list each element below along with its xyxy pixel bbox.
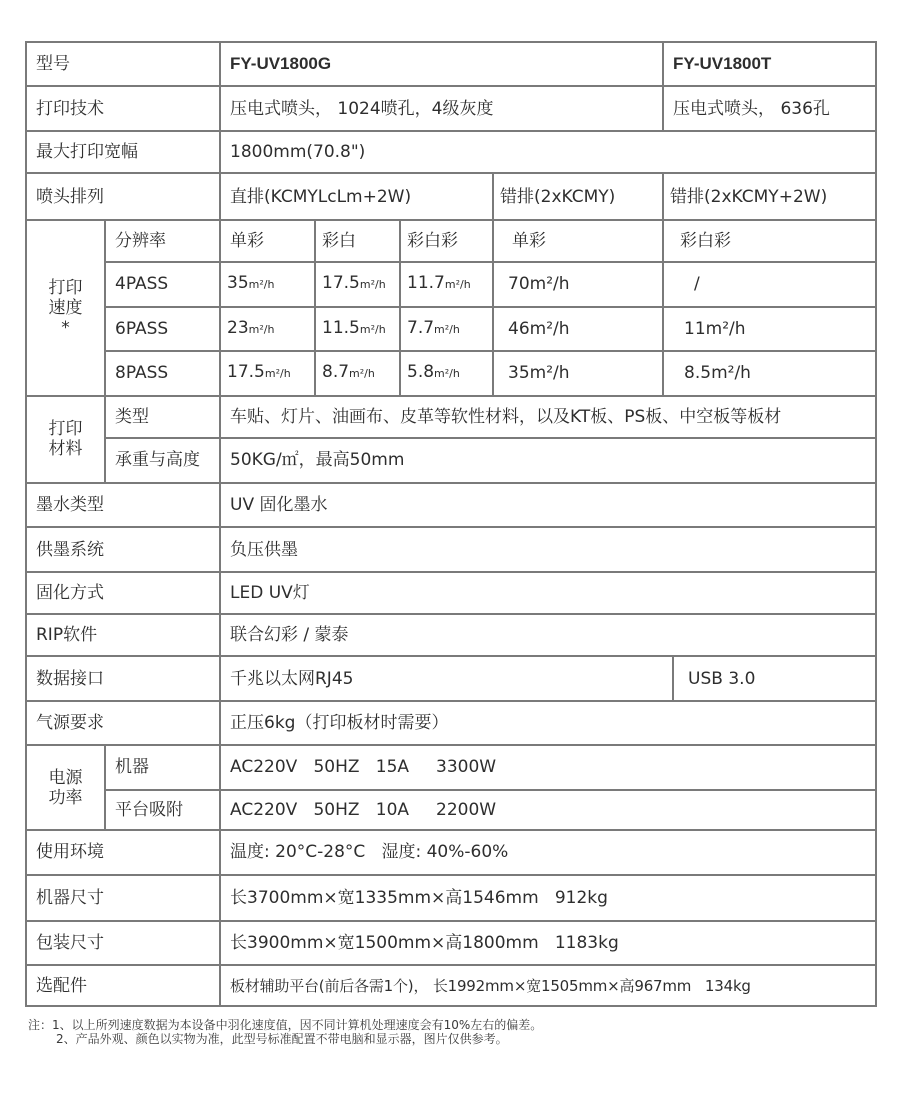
label-power (26, 745, 105, 830)
footnote-line-2: 2、产品外观、颜色以实物为准，此型号标准配置不带电脑和显示器，图片仅供参考。 (56, 1032, 508, 1046)
speed-row (26, 262, 876, 306)
value-material-load: 50KG/㎡，最高50mm (220, 438, 876, 482)
row-size (26, 875, 876, 921)
row-material-type (26, 396, 876, 438)
row-nozzle (26, 173, 876, 219)
label-ink: 墨水类型 (26, 483, 220, 527)
footnote-line-1: 注：1、以上所列速度数据为本设备中羽化速度值，因不同计算机处理速度会有10%左右的偏差。 (28, 1018, 543, 1032)
label-speed-text: 打印速度 * (48, 277, 83, 338)
speed-header-2: 彩白 (315, 220, 400, 262)
row-model (26, 42, 876, 86)
speed-header-3: 彩白彩 (400, 220, 493, 262)
speed-value-3: 5.8m²/h (400, 351, 493, 395)
label-material-text: 打印材料 (48, 419, 83, 460)
speed-row (26, 307, 876, 351)
row-print-tech (26, 86, 876, 130)
label-cure: 固化方式 (26, 572, 220, 613)
value-material-type: 车贴、灯片、油画布、皮革等软性材料，以及KT板、PS板、中空板等板材 (220, 396, 876, 438)
speed-value-3: 11.7m²/h (400, 262, 493, 306)
speed-value-5: 11m²/h (663, 307, 876, 351)
value-print-tech-g: 压电式喷头， 1024喷孔，4级灰度 (220, 86, 663, 130)
label-supply: 供墨系统 (26, 527, 220, 572)
label-material-type: 类型 (105, 396, 220, 438)
label-iface: 数据接口 (26, 656, 220, 700)
row-iface (26, 656, 876, 700)
value-option: 板材辅助平台(前后各需1个)， 长1992mm×宽1505mm×高967mm 134kg (220, 965, 876, 1006)
label-power-platform: 平台吸附 (105, 790, 220, 830)
label-print-tech: 打印技术 (26, 86, 220, 130)
value-supply: 负压供墨 (220, 527, 876, 572)
value-size: 长3700mm×宽1335mm×高1546mm 912kg (220, 875, 876, 921)
value-air: 正压6kg（打印板材时需要） (220, 701, 876, 745)
label-max-width: 最大打印宽幅 (26, 131, 220, 173)
speed-pass: 4PASS (105, 262, 220, 306)
speed-value-2: 17.5m²/h (315, 262, 400, 306)
speed-header-4: 单彩 (493, 220, 663, 262)
value-cure: LED UV灯 (220, 572, 876, 613)
row-env (26, 830, 876, 874)
value-iface-1: 千兆以太网RJ45 (220, 656, 673, 700)
value-ink: UV 固化墨水 (220, 483, 876, 527)
speed-row (26, 351, 876, 395)
value-nozzle-1: 直排(KCMYLcLm+2W) (220, 173, 493, 219)
label-material-load: 承重与高度 (105, 438, 220, 482)
footnote (28, 1018, 542, 1046)
label-air: 气源要求 (26, 701, 220, 745)
speed-value-1: 17.5m²/h (220, 351, 315, 395)
speed-value-1: 35m²/h (220, 262, 315, 306)
value-print-tech-t: 压电式喷头， 636孔 (663, 86, 876, 130)
speed-value-4: 35m²/h (493, 351, 663, 395)
value-model-g: FY-UV1800G (220, 42, 663, 86)
value-env: 温度: 20°C-28°C 湿度: 40%-60% (220, 830, 876, 874)
row-pack (26, 921, 876, 965)
label-model: 型号 (26, 42, 220, 86)
row-supply (26, 527, 876, 572)
speed-pass: 8PASS (105, 351, 220, 395)
value-power-platform: AC220V 50HZ 10A 2200W (220, 790, 876, 830)
speed-header-5: 彩白彩 (663, 220, 876, 262)
value-power-machine: AC220V 50HZ 15A 3300W (220, 745, 876, 789)
row-power-platform (26, 790, 876, 830)
label-option: 选配件 (26, 965, 220, 1006)
row-speed-header (26, 220, 876, 262)
speed-value-2: 8.7m²/h (315, 351, 400, 395)
spec-table (25, 41, 877, 1007)
label-nozzle: 喷头排列 (26, 173, 220, 219)
row-option (26, 965, 876, 1006)
label-pack: 包装尺寸 (26, 921, 220, 965)
row-max-width (26, 131, 876, 173)
speed-value-1: 23m²/h (220, 307, 315, 351)
value-iface-2: USB 3.0 (673, 656, 876, 700)
speed-header-1: 单彩 (220, 220, 315, 262)
value-rip: 联合幻彩 / 蒙泰 (220, 614, 876, 656)
speed-value-4: 70m²/h (493, 262, 663, 306)
row-cure (26, 572, 876, 613)
label-rip: RIP软件 (26, 614, 220, 656)
speed-pass: 6PASS (105, 307, 220, 351)
row-air (26, 701, 876, 745)
value-model-t: FY-UV1800T (663, 42, 876, 86)
value-max-width: 1800mm(70.8") (220, 131, 876, 173)
row-rip (26, 614, 876, 656)
label-size: 机器尺寸 (26, 875, 220, 921)
label-resolution: 分辨率 (105, 220, 220, 262)
value-nozzle-3: 错排(2xKCMY+2W) (663, 173, 876, 219)
row-material-load (26, 438, 876, 482)
value-pack: 长3900mm×宽1500mm×高1800mm 1183kg (220, 921, 876, 965)
label-speed (26, 220, 105, 396)
label-env: 使用环境 (26, 830, 220, 874)
speed-value-5: 8.5m²/h (663, 351, 876, 395)
value-nozzle-2: 错排(2xKCMY) (493, 173, 663, 219)
row-power-machine (26, 745, 876, 789)
speed-value-5: / (663, 262, 876, 306)
speed-value-3: 7.7m²/h (400, 307, 493, 351)
row-ink (26, 483, 876, 527)
speed-value-4: 46m²/h (493, 307, 663, 351)
speed-value-2: 11.5m²/h (315, 307, 400, 351)
label-power-text: 电源功率 (48, 767, 83, 808)
label-power-machine: 机器 (105, 745, 220, 789)
label-material (26, 396, 105, 483)
